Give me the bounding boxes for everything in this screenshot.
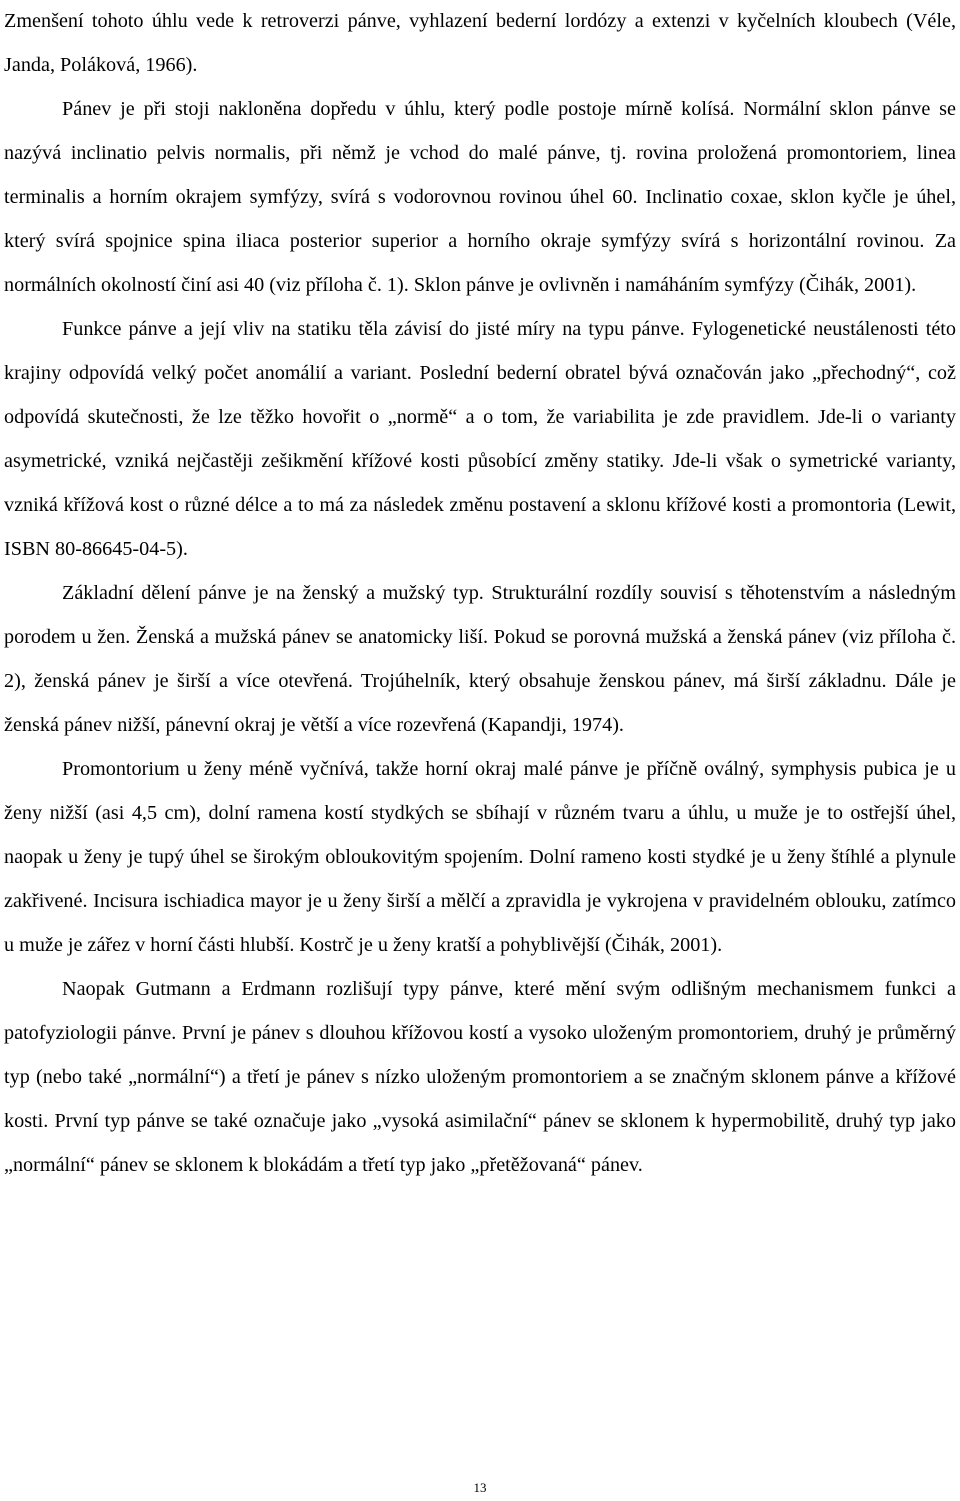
paragraph-6: Naopak Gutmann a Erdmann rozlišují typy pánve, které mění svým odlišným mechanismem funkci a patofyziologii pánve. První je pánev s dlouhou křížovou kostí a vysoko uloženým promontoriem, druhý je průměrný typ (nebo také „normální“) a třetí je pánev s nízko uloženým promontoriem a se značným sklonem pánve a křížové kosti. První typ pánve se také označuje jako „vysoká asimilační“ pánev se sklonem k hypermobilitě, druhý typ jako „normální“ pánev se sklonem k blokádám a třetí typ jako „přetěžovaná“ pánev.	[4, 978, 956, 1176]
page-number: 13	[473, 1480, 487, 1495]
text-body	[4, 0, 956, 1187]
paragraph-5: Promontorium u ženy méně vyčnívá, takže horní okraj malé pánve je příčně oválný, symphysis pubica je u ženy nižší (asi 4,5 cm), dolní ramena kostí stydkých se sbíhají v různém tvaru a úhlu, u muže je to ostřejší úhel, naopak u ženy je tupý úhel se širokým obloukovitým spojením. Dolní rameno kosti stydké je u ženy štíhlé a plynule zakřivené. Incisura ischiadica mayor je u ženy širší a mělčí a zpravidla je vykrojena v pravidelném oblouku, zatímco u muže je zářez v horní části hlubší. Kostrč je u ženy kratší a pohyblivější (Čihák, 2001).	[4, 758, 956, 956]
paragraph-4: Základní dělení pánve je na ženský a mužský typ. Strukturální rozdíly souvisí s těhotenstvím a následným porodem u žen. Ženská a mužská pánev se anatomicky liší. Pokud se porovná mužská a ženská pánev (viz příloha č. 2), ženská pánev je širší a více otevřená. Trojúhelník, který obsahuje ženskou pánev, má širší základnu. Dále je ženská pánev nižší, pánevní okraj je větší a více rozevřená (Kapandji, 1974).	[4, 582, 956, 736]
paragraph-3: Funkce pánve a její vliv na statiku těla závisí do jisté míry na typu pánve. Fylogenetické neustálenosti této krajiny odpovídá velký počet anomálií a variant. Poslední bederní obratel bývá označován jako „přechodný“, což odpovídá skutečnosti, že lze těžko hovořit o „normě“ a o tom, že variabilita je zde pravidlem. Jde-li o varianty asymetrické, vzniká nejčastěji zešikmění křížové kosti působící změny statiky. Jde-li však o symetrické varianty, vzniká křížová kost o různé délce a to má za následek změnu postavení a sklonu křížové kosti a promontoria (Lewit, ISBN 80-86645-04-5).	[4, 318, 956, 560]
paragraph-1: Zmenšení tohoto úhlu vede k retroverzi pánve, vyhlazení bederní lordózy a extenzi v kyčelních kloubech (Véle, Janda, Poláková, 1966).	[4, 10, 956, 76]
paragraph-2: Pánev je při stoji nakloněna dopředu v úhlu, který podle postoje mírně kolísá. Normální sklon pánve se nazývá inclinatio pelvis normalis, při němž je vchod do malé pánve, tj. rovina proložená promontoriem, linea terminalis a horním okrajem symfýzy, svírá s vodorovnou rovinou úhel 60. Inclinatio coxae, sklon kyčle je úhel, který svírá spojnice spina iliaca posterior superior a horního okraje symfýzy svírá s horizontální rovinou. Za normálních okolností činí asi 40 (viz příloha č. 1). Sklon pánve je ovlivněn i namáháním symfýzy (Čihák, 2001).	[4, 98, 956, 296]
